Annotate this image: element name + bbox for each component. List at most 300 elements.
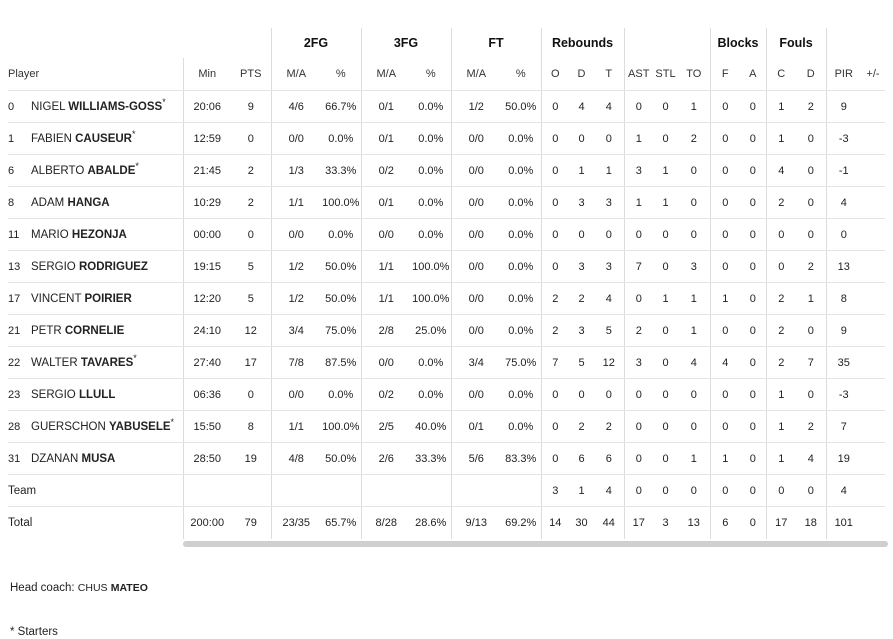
cell-foul-d: 0: [796, 379, 826, 411]
player-row: [8, 155, 885, 187]
player-name-cell[interactable]: [8, 219, 183, 251]
cell-ast: 0: [624, 219, 653, 251]
cell-to: 0: [678, 155, 710, 187]
cell-reb-d: 4: [569, 91, 594, 123]
cell-reb-o: 0: [541, 187, 569, 219]
col-blk-f: F: [710, 58, 740, 91]
cell-min: [183, 475, 231, 507]
player-row: [8, 347, 885, 379]
jersey-number: 0: [8, 100, 15, 113]
cell-ast: 7: [624, 251, 653, 283]
cell-plus-minus: [861, 155, 885, 187]
cell-reb-t: 2: [594, 411, 624, 443]
cell-foul-d: 1: [796, 283, 826, 315]
cell-reb-o: 0: [541, 251, 569, 283]
cell-pir: 35: [826, 347, 861, 379]
player-name-cell[interactable]: [8, 347, 183, 379]
col-stl: STL: [653, 58, 678, 91]
cell-foul-c: 2: [766, 347, 796, 379]
cell-ft-ma: 0/1: [451, 411, 501, 443]
cell-reb-t: 0: [594, 123, 624, 155]
cell-foul-d: 0: [796, 475, 826, 507]
jersey-number: 28: [8, 420, 21, 433]
cell-2fg-ma: 1/2: [271, 251, 321, 283]
cell-stl: 0: [653, 347, 678, 379]
cell-2fg-ma: 7/8: [271, 347, 321, 379]
cell-foul-c: 0: [766, 475, 796, 507]
cell-ft-ma: 0/0: [451, 315, 501, 347]
player-last-name: YABUSELE: [108, 420, 171, 433]
cell-blk-f: 0: [710, 251, 740, 283]
player-last-name: TAVARES: [80, 356, 134, 369]
col-plus-minus: +/-: [861, 58, 885, 91]
cell-3fg-pct: 0.0%: [411, 219, 451, 251]
cell-ft-ma: 5/6: [451, 443, 501, 475]
cell-foul-c: 1: [766, 91, 796, 123]
cell-2fg-ma: 23/35: [271, 507, 321, 539]
player-name-cell[interactable]: [8, 91, 183, 123]
cell-pir: -3: [826, 123, 861, 155]
cell-stl: 0: [653, 411, 678, 443]
player-first-name: WALTER: [31, 356, 78, 369]
cell-min: 28:50: [183, 443, 231, 475]
cell-3fg-ma: 0/0: [361, 219, 411, 251]
cell-blk-a: 0: [740, 219, 766, 251]
cell-reb-d: 1: [569, 475, 594, 507]
cell-3fg-ma: 1/1: [361, 283, 411, 315]
cell-pts: 0: [231, 219, 271, 251]
cell-blk-a: 0: [740, 283, 766, 315]
player-first-name: ADAM: [31, 196, 65, 209]
cell-3fg-pct: 0.0%: [411, 187, 451, 219]
cell-blk-f: 6: [710, 507, 740, 539]
cell-foul-d: 2: [796, 411, 826, 443]
cell-blk-a: 0: [740, 155, 766, 187]
cell-2fg-pct: 50.0%: [321, 251, 361, 283]
player-row: [8, 187, 885, 219]
jersey-number: 1: [8, 132, 15, 145]
cell-ft-ma: 0/0: [451, 219, 501, 251]
cell-3fg-pct: 100.0%: [411, 283, 451, 315]
cell-3fg-ma: 8/28: [361, 507, 411, 539]
cell-3fg-pct: 0.0%: [411, 123, 451, 155]
cell-reb-o: 7: [541, 347, 569, 379]
cell-foul-c: 1: [766, 443, 796, 475]
cell-2fg-pct: [321, 475, 361, 507]
cell-ft-pct: 0.0%: [501, 379, 541, 411]
player-name-cell[interactable]: [8, 315, 183, 347]
cell-stl: 0: [653, 219, 678, 251]
cell-pts: 12: [231, 315, 271, 347]
player-first-name: SERGIO: [31, 260, 76, 273]
player-last-name: CAUSEUR: [75, 132, 132, 145]
cell-foul-c: 0: [766, 251, 796, 283]
cell-3fg-pct: 0.0%: [411, 347, 451, 379]
group-blocks: Blocks: [710, 28, 766, 58]
cell-to: 0: [678, 475, 710, 507]
cell-pts: [231, 475, 271, 507]
cell-reb-o: 14: [541, 507, 569, 539]
cell-reb-o: 0: [541, 379, 569, 411]
cell-pir: 101: [826, 507, 861, 539]
cell-stl: 0: [653, 251, 678, 283]
cell-to: 4: [678, 347, 710, 379]
cell-2fg-pct: 33.3%: [321, 155, 361, 187]
cell-2fg-ma: 4/8: [271, 443, 321, 475]
cell-reb-t: 0: [594, 379, 624, 411]
cell-reb-o: 0: [541, 219, 569, 251]
cell-plus-minus: [861, 411, 885, 443]
head-coach: [10, 582, 148, 594]
cell-ft-pct: 50.0%: [501, 91, 541, 123]
head-coach-label: Head coach:: [10, 582, 75, 594]
total-row: [8, 507, 885, 539]
starter-mark: *: [131, 128, 136, 139]
summary-label: Team: [8, 475, 183, 507]
cell-reb-d: 3: [569, 187, 594, 219]
cell-reb-d: 0: [569, 219, 594, 251]
jersey-number: 21: [8, 324, 21, 337]
cell-min: 00:00: [183, 219, 231, 251]
cell-ft-ma: 9/13: [451, 507, 501, 539]
cell-foul-c: 2: [766, 283, 796, 315]
cell-blk-a: 0: [740, 347, 766, 379]
cell-ast: 0: [624, 443, 653, 475]
cell-2fg-pct: 50.0%: [321, 283, 361, 315]
cell-to: 0: [678, 411, 710, 443]
box-score-table: [8, 28, 885, 539]
cell-2fg-ma: 1/1: [271, 411, 321, 443]
starter-mark: *: [170, 416, 175, 427]
cell-plus-minus: [861, 443, 885, 475]
cell-stl: 0: [653, 315, 678, 347]
cell-3fg-pct: 33.3%: [411, 443, 451, 475]
cell-2fg-pct: 65.7%: [325, 516, 357, 529]
cell-blk-f: 0: [710, 155, 740, 187]
cell-reb-t: 4: [594, 91, 624, 123]
cell-to: 0: [678, 219, 710, 251]
cell-reb-t: 3: [594, 187, 624, 219]
cell-pts: 0: [231, 379, 271, 411]
col-blk-a: A: [740, 58, 766, 91]
cell-plus-minus: [861, 187, 885, 219]
cell-ft-ma: [451, 475, 501, 507]
player-name-cell[interactable]: [8, 443, 183, 475]
col-player: Player: [8, 58, 183, 91]
cell-pir: -1: [826, 155, 861, 187]
cell-2fg-ma: 1/3: [271, 155, 321, 187]
cell-2fg-pct: 0.0%: [321, 123, 361, 155]
cell-foul-d: 7: [796, 347, 826, 379]
cell-2fg-pct: 75.0%: [321, 315, 361, 347]
cell-foul-d: 18: [804, 516, 817, 529]
cell-2fg-ma: 0/0: [271, 379, 321, 411]
player-row: [8, 283, 885, 315]
player-last-name: POIRIER: [84, 292, 132, 305]
cell-min: 21:45: [183, 155, 231, 187]
cell-3fg-ma: 2/8: [361, 315, 411, 347]
player-row: [8, 411, 885, 443]
cell-ft-pct: 69.2%: [505, 516, 537, 529]
cell-3fg-pct: [411, 475, 451, 507]
cell-ft-ma: 0/0: [451, 123, 501, 155]
cell-to: 0: [678, 187, 710, 219]
cell-foul-c: 1: [766, 379, 796, 411]
player-row: [8, 443, 885, 475]
cell-min: 15:50: [183, 411, 231, 443]
player-name-cell[interactable]: [8, 123, 183, 155]
cell-ft-ma: 0/0: [451, 155, 501, 187]
summary-label: Total: [8, 516, 33, 529]
player-first-name: DZANAN: [31, 452, 79, 465]
cell-foul-c: 1: [766, 411, 796, 443]
starters-footnote: * Starters: [10, 626, 58, 638]
player-name-cell[interactable]: [8, 251, 183, 283]
cell-3fg-ma: 2/6: [361, 443, 411, 475]
cell-min: 200:00: [183, 507, 231, 539]
player-name-cell[interactable]: [8, 379, 183, 411]
col-3fg-pct: %: [411, 58, 451, 91]
col-pts: PTS: [231, 58, 271, 91]
cell-ast: 3: [624, 347, 653, 379]
cell-pir: 9: [826, 315, 861, 347]
cell-foul-d: 0: [796, 155, 826, 187]
cell-3fg-pct: 0.0%: [411, 155, 451, 187]
cell-plus-minus: [861, 123, 885, 155]
cell-ft-pct: 0.0%: [501, 123, 541, 155]
cell-blk-f: 0: [710, 187, 740, 219]
cell-ft-pct: 0.0%: [501, 187, 541, 219]
cell-2fg-ma: 0/0: [271, 219, 321, 251]
cell-stl: 1: [653, 187, 678, 219]
cell-foul-c: 2: [766, 187, 796, 219]
cell-reb-t: 4: [594, 283, 624, 315]
cell-ft-pct: 83.3%: [501, 443, 541, 475]
col-pir: PIR: [826, 58, 861, 91]
cell-reb-d: 1: [569, 155, 594, 187]
starter-mark: *: [133, 352, 137, 363]
cell-blk-f: 0: [710, 91, 740, 123]
cell-2fg-pct: 50.0%: [321, 443, 361, 475]
col-ast: AST: [624, 58, 653, 91]
player-first-name: PETR: [31, 324, 62, 337]
cell-to: 1: [678, 443, 710, 475]
cell-reb-d: 5: [569, 347, 594, 379]
col-min: Min: [183, 58, 231, 91]
cell-foul-d: 0: [796, 315, 826, 347]
cell-2fg-pct: 0.0%: [321, 219, 361, 251]
cell-reb-t: 5: [594, 315, 624, 347]
cell-pir: -3: [826, 379, 861, 411]
cell-blk-a: 0: [740, 251, 766, 283]
cell-reb-d: 6: [569, 443, 594, 475]
cell-reb-t: 0: [594, 219, 624, 251]
cell-stl: 1: [653, 283, 678, 315]
cell-3fg-ma: 1/1: [361, 251, 411, 283]
cell-pts: 19: [231, 443, 271, 475]
cell-blk-a: 0: [740, 187, 766, 219]
cell-pir: 7: [826, 411, 861, 443]
cell-ast: 0: [624, 283, 653, 315]
cell-2fg-ma: 1/1: [271, 187, 321, 219]
cell-reb-t: 6: [594, 443, 624, 475]
cell-foul-c: 1: [766, 123, 796, 155]
cell-reb-t: 1: [594, 155, 624, 187]
cell-reb-d: 2: [569, 411, 594, 443]
cell-blk-a: 0: [740, 123, 766, 155]
cell-foul-d: 0: [796, 187, 826, 219]
group-fouls: Fouls: [766, 28, 826, 58]
player-last-name: ABALDE: [87, 164, 136, 177]
cell-pir: 13: [826, 251, 861, 283]
player-last-name: HEZONJA: [71, 228, 127, 241]
cell-ast: 0: [624, 475, 653, 507]
cell-min: 10:29: [183, 187, 231, 219]
cell-reb-t: 12: [594, 347, 624, 379]
cell-to: 1: [678, 315, 710, 347]
team-row: [8, 475, 885, 507]
cell-blk-f: 0: [710, 315, 740, 347]
cell-foul-d: 0: [796, 219, 826, 251]
cell-foul-c: 0: [766, 219, 796, 251]
cell-2fg-pct: 100.0%: [321, 187, 361, 219]
col-2fg-pct: %: [321, 58, 361, 91]
cell-reb-o: 2: [541, 283, 569, 315]
cell-pts: 17: [231, 347, 271, 379]
cell-blk-f: 0: [710, 475, 740, 507]
jersey-number: 22: [8, 356, 21, 369]
cell-pts: 5: [231, 251, 271, 283]
cell-stl: 0: [653, 443, 678, 475]
player-row: [8, 219, 885, 251]
cell-reb-o: 0: [541, 123, 569, 155]
cell-3fg-pct: 0.0%: [411, 91, 451, 123]
cell-min: 12:20: [183, 283, 231, 315]
cell-blk-f: 0: [710, 379, 740, 411]
cell-ft-pct: 75.0%: [501, 347, 541, 379]
horizontal-scrollbar[interactable]: [183, 541, 888, 547]
jersey-number: 23: [8, 388, 21, 401]
col-to: TO: [678, 58, 710, 91]
cell-plus-minus: [861, 475, 885, 507]
player-last-name: RODRIGUEZ: [78, 260, 148, 273]
jersey-number: 8: [8, 196, 15, 209]
cell-foul-c: 4: [766, 155, 796, 187]
cell-min: 20:06: [183, 91, 231, 123]
cell-blk-a: 0: [740, 379, 766, 411]
cell-to: 0: [678, 379, 710, 411]
player-last-name: LLULL: [78, 388, 116, 401]
cell-ft-ma: 1/2: [451, 91, 501, 123]
cell-foul-d: 2: [796, 91, 826, 123]
head-coach-last-name: MATEO: [110, 582, 148, 594]
player-first-name: SERGIO: [31, 388, 76, 401]
cell-ast: 3: [624, 155, 653, 187]
cell-blk-a: 0: [740, 411, 766, 443]
cell-pts: 79: [244, 516, 257, 529]
cell-reb-t: 3: [594, 251, 624, 283]
col-3fg-ma: M/A: [361, 58, 411, 91]
col-2fg-ma: M/A: [271, 58, 321, 91]
cell-ast: 0: [624, 91, 653, 123]
cell-blk-f: 0: [710, 123, 740, 155]
cell-ft-ma: 0/0: [451, 379, 501, 411]
cell-ft-ma: 0/0: [451, 187, 501, 219]
jersey-number: 11: [8, 228, 20, 241]
cell-3fg-ma: 2/5: [361, 411, 411, 443]
cell-foul-d: 4: [796, 443, 826, 475]
cell-3fg-pct: 25.0%: [411, 315, 451, 347]
cell-3fg-pct: 100.0%: [411, 251, 451, 283]
cell-3fg-pct: 40.0%: [411, 411, 451, 443]
player-first-name: VINCENT: [31, 292, 82, 305]
cell-ast: 1: [624, 187, 653, 219]
cell-pts: 2: [231, 155, 271, 187]
jersey-number: 13: [8, 260, 21, 273]
cell-to: 1: [678, 283, 710, 315]
col-ft-pct: %: [501, 58, 541, 91]
group-ft: FT: [451, 28, 541, 58]
player-name-cell[interactable]: [8, 187, 183, 219]
col-foul-d: D: [796, 58, 826, 91]
jersey-number: 17: [8, 292, 21, 305]
player-name-cell[interactable]: [8, 283, 183, 315]
player-first-name: GUERSCHON: [31, 420, 106, 433]
cell-2fg-pct: 66.7%: [321, 91, 361, 123]
cell-to: 2: [678, 123, 710, 155]
jersey-number: 6: [8, 164, 15, 177]
cell-plus-minus: [861, 379, 885, 411]
cell-3fg-ma: 0/2: [361, 155, 411, 187]
player-row: [8, 123, 885, 155]
head-coach-first-name: CHUS: [77, 582, 108, 594]
cell-ft-ma: 3/4: [451, 347, 501, 379]
cell-reb-o: 3: [541, 475, 569, 507]
cell-ft-ma: 0/0: [451, 283, 501, 315]
player-first-name: NIGEL: [31, 100, 66, 113]
cell-ft-pct: 0.0%: [501, 251, 541, 283]
cell-ast: 0: [624, 411, 653, 443]
cell-ft-pct: 0.0%: [501, 219, 541, 251]
cell-reb-d: 30: [575, 516, 588, 529]
cell-pts: 5: [231, 283, 271, 315]
player-first-name: MARIO: [31, 228, 69, 241]
player-name-cell[interactable]: [8, 155, 183, 187]
cell-plus-minus: [861, 347, 885, 379]
cell-blk-f: 0: [710, 411, 740, 443]
cell-to: 13: [687, 516, 700, 529]
cell-3fg-pct: 28.6%: [415, 516, 447, 529]
cell-2fg-pct: 100.0%: [321, 411, 361, 443]
col-reb-d: D: [569, 58, 594, 91]
cell-ft-ma: 0/0: [451, 251, 501, 283]
cell-2fg-ma: [271, 475, 321, 507]
player-name-cell[interactable]: [8, 411, 183, 443]
cell-reb-t: 44: [602, 516, 615, 529]
cell-blk-a: 0: [740, 475, 766, 507]
col-reb-o: O: [541, 58, 569, 91]
cell-reb-d: 0: [569, 379, 594, 411]
cell-blk-f: 1: [710, 283, 740, 315]
cell-3fg-ma: 0/1: [361, 123, 411, 155]
cell-stl: 0: [653, 123, 678, 155]
cell-reb-o: 0: [541, 411, 569, 443]
cell-plus-minus: [861, 315, 885, 347]
jersey-number: 31: [8, 452, 21, 465]
table-body: [8, 91, 885, 539]
cell-plus-minus: [861, 91, 885, 123]
cell-pir: 19: [826, 443, 861, 475]
